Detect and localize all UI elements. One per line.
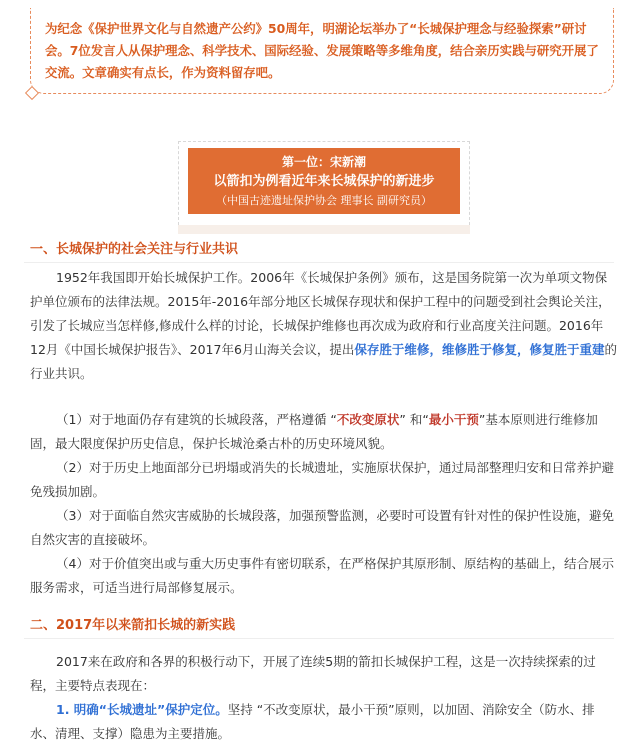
- section-1-heading: 一、长城保护的社会关注与行业共识: [30, 242, 239, 257]
- item-text: ” 和“: [399, 412, 429, 427]
- section-1-item-3: （3）对于面临自然灾害威胁的长城段落，加强预警监测，必要时可设置有针对性的保护性设施，避免自然灾害的直接破坏。: [30, 508, 614, 547]
- point-1-text: 坚持 “不改变原状，最小干预”原则，以加固、消除安全（防水、排水、清理、支撑）隐患为主要措施。: [30, 702, 595, 741]
- highlight-restore: 修复胜于重建: [529, 342, 605, 357]
- section-1-item-1: [30, 408, 618, 456]
- point-1-title: 1. 明确“长城遗址”保护定位。: [56, 702, 228, 717]
- section-1-divider: [24, 262, 614, 263]
- section-1-paragraph: [30, 266, 618, 386]
- speaker-card-shadow: [178, 225, 470, 234]
- speaker-talk-title: 以箭扣为例看近年来长城保护的新进步: [213, 174, 435, 189]
- intro-box: [30, 8, 614, 94]
- section-1-item-4: （4）对于价值突出或与重大历史事件有密切联系，在严格保护其原形制、原结构的基础上，结合展示服务需求，可适当进行局部修复展示。: [30, 556, 614, 595]
- para-text: 1952年我国即开始长城保护工作。2006年《长城保护条例》颁布，这是国务院第一次为单项文物保护单位颁布的法律法规。2015年-2016年部分地区长城保存现状和保护工程中的问题受到社会舆论关注，引发了长城应当怎样修,修成什么样的讨论，长城保护维修也再次成为政府和行业高度关注问题。2016年12月《中国长城保护报告》、2017年6月山海关会议，提出: [30, 270, 611, 357]
- intro-text: 为纪念《保护世界文化与自然遗产公约》50周年，明湖论坛举办了“长城保护理念与经验探索”研讨会。7位发言人从保护理念、科学技术、国际经验、发展策略等多维角度，结合亲历实践与研究开展了交流。文章确实有点长，作为资料留存吧。: [45, 21, 599, 80]
- speaker-card: [188, 148, 460, 214]
- highlight-sep: ，: [429, 342, 442, 357]
- highlight-maintain: 维修胜于修复: [441, 342, 517, 357]
- highlight-no-change: 不改变原状: [336, 412, 400, 427]
- speaker-label: 第一位：宋新潮: [281, 155, 366, 169]
- section-1-item-2: （2）对于历史上地面部分已坍塌或消失的长城遗址，实施原状保护，通过局部整理归安和日常养护避免残损加剧。: [30, 460, 614, 499]
- item-text: （1）对于地面仍存有建筑的长城段落，严格遵循 “: [56, 412, 337, 427]
- para-text: 的行业共识。: [30, 342, 618, 381]
- section-2-divider: [24, 638, 614, 639]
- intro-corner-ornament: [25, 86, 39, 100]
- item-text: ”基本原则进行维修加固，最大限度保护历史信息，保护长城沧桑古朴的历史环境风貌。: [30, 412, 598, 451]
- section-2-heading: 二、2017年以来箭扣长城的新实践: [30, 618, 236, 633]
- section-2-point-1: [30, 698, 618, 746]
- section-2-paragraph: 2017来在政府和各界的积极行动下，开展了连续5期的箭扣长城保护工程，这是一次持续探索的过程，主要特点表现在：: [30, 654, 596, 693]
- speaker-affiliation: （中国古迹遗址保护协会 理事长 副研究员）: [216, 194, 432, 207]
- highlight-minimal-intervention: 最小干预: [428, 412, 479, 427]
- highlight-sep: ，: [516, 342, 530, 357]
- highlight-preserve: 保存胜于维修: [354, 342, 430, 357]
